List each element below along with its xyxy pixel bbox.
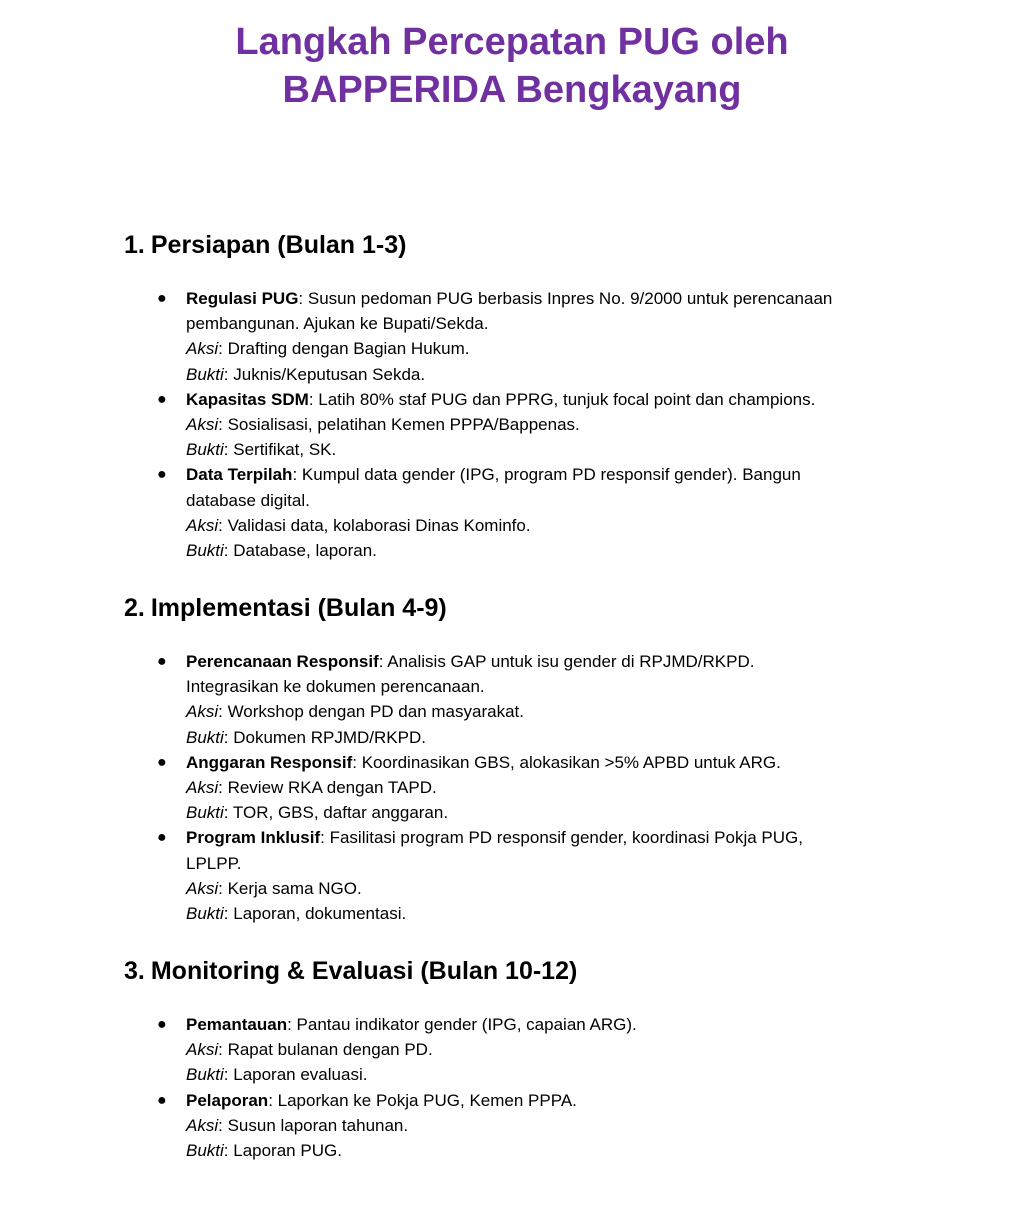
item-term: Pemantauan xyxy=(186,1015,288,1034)
item-term: Anggaran Responsif xyxy=(186,752,353,772)
bukti-label: Bukti xyxy=(186,440,224,460)
section-heading xyxy=(124,228,914,262)
aksi-label: Aksi xyxy=(186,1040,219,1060)
aksi-text: : Rapat bulanan dengan PD. xyxy=(218,1040,433,1060)
list-item xyxy=(124,750,914,826)
bukti-text: : Juknis/Keputusan Sekda. xyxy=(223,364,426,384)
item-bukti xyxy=(186,901,914,926)
bukti-label: Bukti xyxy=(186,364,224,384)
bukti-text: : Laporan, dokumentasi. xyxy=(223,904,407,924)
item-term: Program Inklusif xyxy=(186,828,321,848)
aksi-text: : Kerja sama NGO. xyxy=(218,878,362,898)
aksi-text: : Drafting dengan Bagian Hukum. xyxy=(218,339,470,359)
list-item xyxy=(124,286,914,387)
bullet-icon: ● xyxy=(157,290,167,307)
item-list xyxy=(124,286,914,563)
list-item xyxy=(124,1012,914,1088)
item-desc-cont: pembangunan. Ajukan ke Bupati/Sekda. xyxy=(186,314,489,334)
aksi-text: : Review RKA dengan TAPD. xyxy=(218,778,437,798)
item-bukti xyxy=(186,1062,914,1087)
section-implementasi xyxy=(124,591,914,924)
item-term: Pelaporan xyxy=(186,1090,269,1110)
item-aksi xyxy=(186,513,914,538)
aksi-label: Aksi xyxy=(186,778,219,798)
bullet-icon: ● xyxy=(157,653,167,670)
item-bukti xyxy=(186,362,914,387)
item-aksi xyxy=(186,876,914,901)
item-aksi xyxy=(186,412,914,437)
item-bukti xyxy=(186,800,914,825)
item-term: Regulasi PUG xyxy=(186,289,299,308)
section-title: Persiapan (Bulan 1-3) xyxy=(150,231,407,259)
bullet-icon: ● xyxy=(157,829,167,847)
bukti-label: Bukti xyxy=(186,541,224,561)
aksi-label: Aksi xyxy=(186,1115,219,1135)
section-heading xyxy=(124,954,914,988)
bukti-label: Bukti xyxy=(186,803,224,823)
item-aksi xyxy=(186,699,914,724)
list-item xyxy=(124,387,914,463)
bullet-icon: ● xyxy=(157,1091,167,1109)
item-aksi xyxy=(186,336,914,361)
item-term: Kapasitas SDM xyxy=(186,389,309,409)
bukti-text: : Laporan evaluasi. xyxy=(223,1065,368,1085)
item-description xyxy=(186,286,914,311)
aksi-label: Aksi xyxy=(186,339,219,359)
bukti-text: : Laporan PUG. xyxy=(223,1141,342,1161)
section-number: 1. xyxy=(124,231,145,259)
aksi-text: : Susun laporan tahunan. xyxy=(218,1115,409,1135)
item-aksi xyxy=(186,1113,914,1138)
list-item xyxy=(124,1088,914,1164)
aksi-label: Aksi xyxy=(186,878,219,898)
item-bukti xyxy=(186,437,914,462)
section-number: 2. xyxy=(124,594,145,622)
item-description xyxy=(186,649,914,674)
bukti-label: Bukti xyxy=(186,904,224,924)
section-title: Monitoring & Evaluasi (Bulan 10-12) xyxy=(150,957,578,985)
bullet-icon: ● xyxy=(157,390,167,408)
section-heading xyxy=(124,591,914,625)
item-desc: : Analisis GAP untuk isu gender di RPJMD/RKPD. xyxy=(378,652,755,671)
item-description xyxy=(186,462,914,487)
item-aksi xyxy=(186,1037,914,1062)
item-list xyxy=(124,649,914,926)
list-item xyxy=(124,649,914,750)
bukti-text: : TOR, GBS, daftar anggaran. xyxy=(223,803,449,823)
item-desc: : Latih 80% staf PUG dan PPRG, tunjuk focal point dan champions. xyxy=(308,389,816,409)
bukti-label: Bukti xyxy=(186,1141,224,1161)
item-bukti xyxy=(186,725,914,750)
bukti-label: Bukti xyxy=(186,1065,224,1085)
item-desc: : Pantau indikator gender (IPG, capaian ARG). xyxy=(287,1015,637,1034)
section-persiapan xyxy=(124,228,914,561)
document-title xyxy=(0,18,1024,114)
aksi-label: Aksi xyxy=(186,515,219,535)
bukti-text: : Database, laporan. xyxy=(223,541,377,561)
bullet-icon: ● xyxy=(157,753,167,771)
title-line-2: BAPPERIDA Bengkayang xyxy=(282,69,742,111)
item-desc-cont: Integrasikan ke dokumen perencanaan. xyxy=(186,677,485,697)
list-item xyxy=(124,462,914,563)
aksi-text: : Validasi data, kolaborasi Dinas Kominfo. xyxy=(218,515,531,535)
bukti-text: : Sertifikat, SK. xyxy=(223,440,337,460)
item-description xyxy=(186,1012,914,1037)
item-description xyxy=(186,387,914,412)
item-desc-cont: database digital. xyxy=(186,490,310,510)
section-monitoring-evaluasi xyxy=(124,954,914,1161)
bullet-icon: ● xyxy=(157,466,167,484)
bullet-icon: ● xyxy=(157,1016,167,1033)
item-desc: : Susun pedoman PUG berbasis Inpres No. 9/2000 untuk perencanaan xyxy=(298,289,833,308)
item-term: Data Terpilah xyxy=(186,465,293,485)
bukti-label: Bukti xyxy=(186,727,224,747)
item-description xyxy=(186,1088,914,1113)
item-desc: : Kumpul data gender (IPG, program PD responsif gender). Bangun xyxy=(292,465,801,485)
section-number: 3. xyxy=(124,957,145,985)
item-desc: : Fasilitasi program PD responsif gender, koordinasi Pokja PUG, xyxy=(320,828,803,848)
aksi-text: : Workshop dengan PD dan masyarakat. xyxy=(218,702,524,722)
title-line-1: Langkah Percepatan PUG oleh xyxy=(235,21,789,63)
item-aksi xyxy=(186,775,914,800)
section-title: Implementasi (Bulan 4-9) xyxy=(150,594,447,622)
item-description xyxy=(186,825,914,850)
item-term: Perencanaan Responsif xyxy=(186,652,379,671)
item-list xyxy=(124,1012,914,1163)
item-description xyxy=(186,750,914,775)
item-desc: : Laporkan ke Pokja PUG, Kemen PPPA. xyxy=(268,1090,577,1110)
item-bukti xyxy=(186,538,914,563)
item-desc: : Koordinasikan GBS, alokasikan >5% APBD untuk ARG. xyxy=(352,752,781,772)
bukti-text: : Dokumen RPJMD/RKPD. xyxy=(223,727,426,747)
item-desc-cont: LPLPP. xyxy=(186,853,242,873)
aksi-text: : Sosialisasi, pelatihan Kemen PPPA/Bappenas. xyxy=(218,415,580,435)
aksi-label: Aksi xyxy=(186,415,219,435)
aksi-label: Aksi xyxy=(186,702,219,722)
item-bukti xyxy=(186,1138,914,1163)
list-item xyxy=(124,825,914,926)
